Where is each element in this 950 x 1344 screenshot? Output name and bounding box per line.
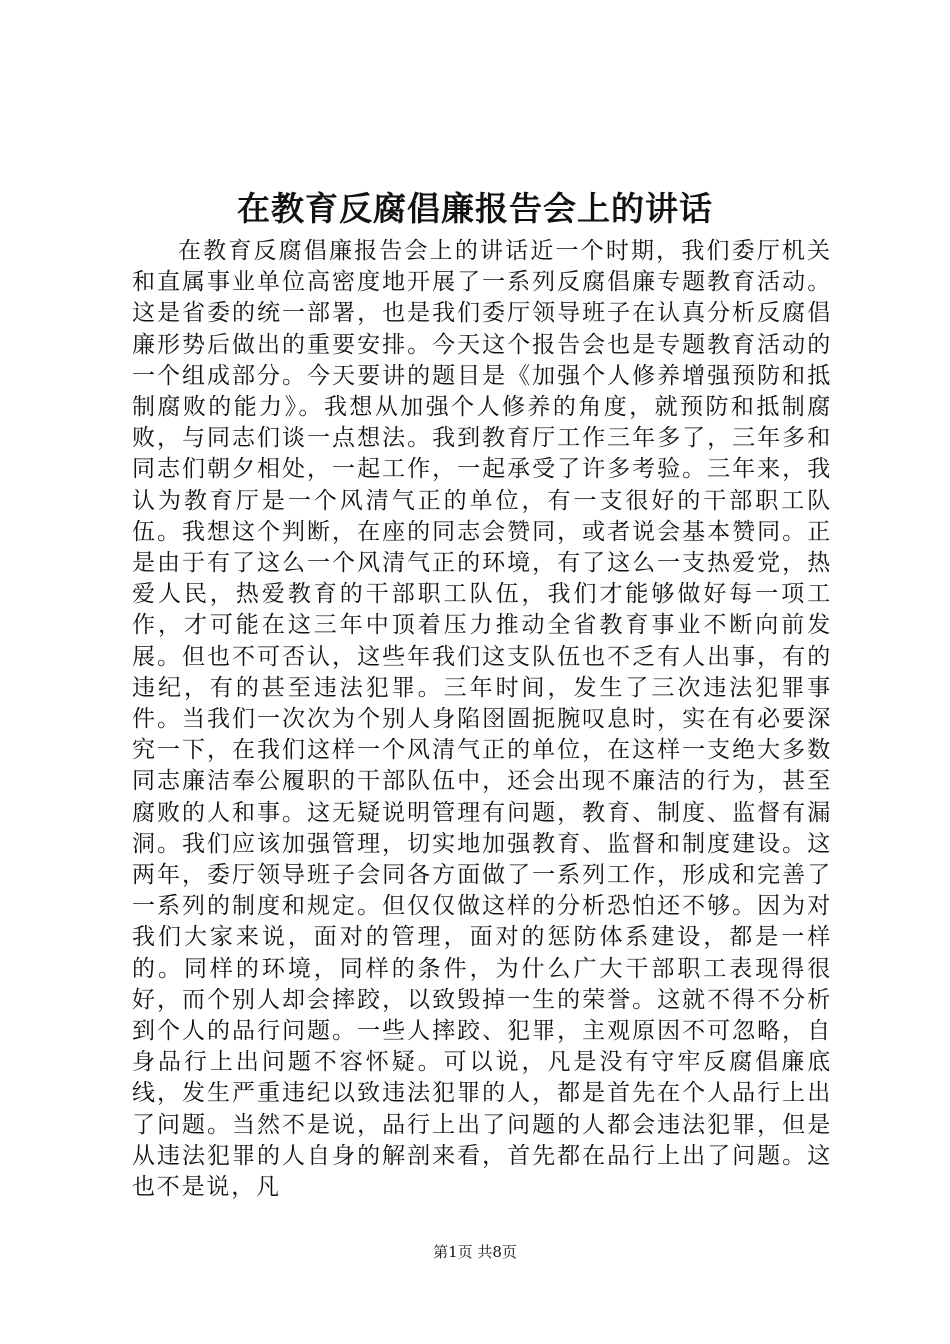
document-body-paragraph: 在教育反腐倡廉报告会上的讲话近一个时期，我们委厅机关和直属事业单位高密度地开展了一系列反腐倡廉专题教育活动。这是省委的统一部署，也是我们委厅领导班子在认真分析反腐倡廉形势后做出的重要安排。今天这个报告会也是专题教育活动的一个组成部分。今天要讲的题目是《加强个人修养增强预防和抵制腐败的能力》。我想从加强个人修养的角度，就预防和抵制腐败，与同志们谈一点想法。我到教育厅工作三年多了，三年多和同志们朝夕相处，一起工作，一起承受了许多考验。三年来，我认为教育厅是一个风清气正的单位，有一支很好的干部职工队伍。我想这个判断，在座的同志会赞同，或者说会基本赞同。正是由于有了这么一个风清气正的环境，有了这么一支热爱党，热爱人民，热爱教育的干部职工队伍，我们才能够做好每一项工作，才可能在这三年中顶着压力推动全省教育事业不断向前发展。但也不可否认，这些年我们这支队伍也不乏有人出事，有的违纪，有的甚至违法犯罪。三年时间，发生了三次违法犯罪事件。当我们一次次为个别人身陷囹圄扼腕叹息时，实在有必要深究一下，在我们这样一个风清气正的单位，在这样一支绝大多数同志廉洁奉公履职的干部队伍中，还会出现不廉洁的行为，甚至腐败的人和事。这无疑说明管理有问题，教育、制度、监督有漏洞。我们应该加强管理，切实地加强教育、监督和制度建设。这两年，委厅领导班子会同各方面做了一系列工作，形成和完善了一系列的制度和规定。但仅仅做这样的分析恐怕还不够。因为对我们大家来说，面对的管理，面对的惩防体系建设，都是一样的。同样的环境，同样的条件，为什么广大干部职工表现得很好，而个别人却会摔跤，以致毁掉一生的荣誉。这就不得不分析到个人的品行问题。一些人摔跤、犯罪，主观原因不可忽略，自身品行上出问题不容怀疑。可以说，凡是没有守牢反腐倡廉底线，发生严重违纪以致违法犯罪的人，都是首先在个人品行上出了问题。当然不是说，品行上出了问题的人都会违法犯罪，但是从违法犯罪的人自身的解剖来看，首先都在品行上出了问题。这也不是说，凡 [132,238,832,1201]
document-title: 在教育反腐倡廉报告会上的讲话 [237,189,713,228]
page-number-footer: 第1页 共8页 [433,1243,517,1261]
